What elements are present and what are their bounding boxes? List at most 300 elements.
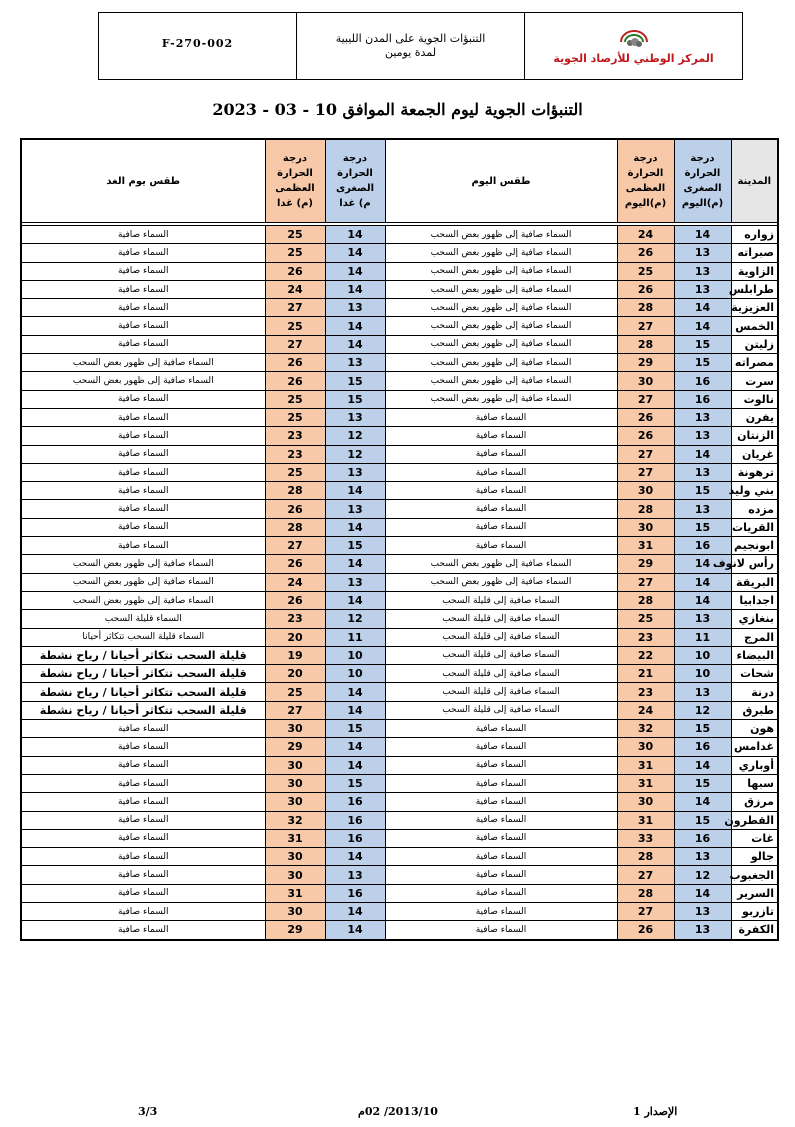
max-today-cell: 28 xyxy=(617,884,674,902)
weather-tomorrow-cell: السماء صافية xyxy=(21,866,265,884)
max-today-cell: 33 xyxy=(617,829,674,847)
min-tomorrow-cell: 14 xyxy=(325,848,385,866)
city-cell: مزده xyxy=(731,500,778,518)
max-tomorrow-cell: 31 xyxy=(265,884,325,902)
table-row xyxy=(21,445,778,463)
min-today-cell: 14 xyxy=(674,317,731,335)
max-tomorrow-cell: 26 xyxy=(265,591,325,609)
city-cell: الزاوية xyxy=(731,262,778,280)
max-today-cell: 23 xyxy=(617,628,674,646)
weather-tomorrow-cell: السماء صافية xyxy=(21,408,265,426)
title-line-2: لمدة يومين xyxy=(384,46,437,59)
min-today-cell: 13 xyxy=(674,262,731,280)
max-today-cell: 21 xyxy=(617,665,674,683)
col-header-city: المدينة xyxy=(731,139,778,223)
table-row xyxy=(21,372,778,390)
weather-tomorrow-cell: السماء صافية xyxy=(21,280,265,298)
table-row xyxy=(21,317,778,335)
max-tomorrow-cell: 27 xyxy=(265,537,325,555)
min-tomorrow-cell: 12 xyxy=(325,610,385,628)
weather-tomorrow-cell: السماء صافية xyxy=(21,756,265,774)
table-row xyxy=(21,244,778,262)
min-today-cell: 14 xyxy=(674,226,731,244)
weather-tomorrow-cell: السماء صافية xyxy=(21,482,265,500)
city-cell: غريان xyxy=(731,445,778,463)
table-header-row xyxy=(21,139,778,223)
min-today-cell: 10 xyxy=(674,665,731,683)
min-today-cell: 13 xyxy=(674,244,731,262)
min-tomorrow-cell: 13 xyxy=(325,866,385,884)
weather-tomorrow-cell: السماء صافية إلى ظهور بعض السحب xyxy=(21,372,265,390)
weather-tomorrow-cell: السماء صافية xyxy=(21,774,265,792)
min-today-cell: 15 xyxy=(674,354,731,372)
min-today-cell: 13 xyxy=(674,500,731,518)
max-today-cell: 32 xyxy=(617,720,674,738)
met-center-logo-icon xyxy=(617,28,651,50)
min-tomorrow-cell: 14 xyxy=(325,902,385,920)
col-header-min-today: درجة الحرارة الصغرى (م)اليوم xyxy=(674,139,731,223)
table-row xyxy=(21,756,778,774)
min-today-cell: 16 xyxy=(674,390,731,408)
max-tomorrow-cell: 30 xyxy=(265,720,325,738)
max-tomorrow-cell: 29 xyxy=(265,738,325,756)
min-today-cell: 10 xyxy=(674,646,731,664)
city-cell: البريقة xyxy=(731,573,778,591)
max-today-cell: 31 xyxy=(617,756,674,774)
min-tomorrow-cell: 16 xyxy=(325,884,385,902)
table-row xyxy=(21,537,778,555)
max-today-cell: 27 xyxy=(617,317,674,335)
organization-name: المركز الوطني للأرصاد الجوية xyxy=(553,51,714,65)
weather-tomorrow-cell: السماء صافية xyxy=(21,427,265,445)
min-today-cell: 14 xyxy=(674,299,731,317)
city-cell: درنة xyxy=(731,683,778,701)
weather-today-cell: السماء صافية xyxy=(385,793,617,811)
weather-tomorrow-cell: السماء صافية xyxy=(21,226,265,244)
min-tomorrow-cell: 14 xyxy=(325,738,385,756)
weather-today-cell: السماء صافية إلى ظهور بعض السحب xyxy=(385,262,617,280)
table-row xyxy=(21,573,778,591)
weather-today-cell: السماء صافية xyxy=(385,902,617,920)
min-tomorrow-cell: 15 xyxy=(325,774,385,792)
city-cell: شحات xyxy=(731,665,778,683)
max-today-cell: 26 xyxy=(617,408,674,426)
table-row xyxy=(21,793,778,811)
table-row xyxy=(21,591,778,609)
min-today-cell: 15 xyxy=(674,811,731,829)
weather-today-cell: السماء صافية إلى ظهور بعض السحب xyxy=(385,299,617,317)
min-tomorrow-cell: 16 xyxy=(325,793,385,811)
max-tomorrow-cell: 26 xyxy=(265,500,325,518)
weather-today-cell: السماء صافية xyxy=(385,482,617,500)
max-today-cell: 28 xyxy=(617,591,674,609)
min-today-cell: 16 xyxy=(674,537,731,555)
city-cell: العزيزية xyxy=(731,299,778,317)
max-today-cell: 31 xyxy=(617,774,674,792)
weather-tomorrow-cell: قليلة السحب تتكاثر أحيانا / رياح نشطة xyxy=(21,683,265,701)
city-cell: هون xyxy=(731,720,778,738)
min-tomorrow-cell: 10 xyxy=(325,646,385,664)
table-row xyxy=(21,280,778,298)
weather-today-cell: السماء صافية إلى ظهور بعض السحب xyxy=(385,555,617,573)
weather-today-cell: السماء صافية xyxy=(385,848,617,866)
max-tomorrow-cell: 27 xyxy=(265,701,325,719)
weather-today-cell: السماء صافية إلى ظهور بعض السحب xyxy=(385,244,617,262)
max-today-cell: 24 xyxy=(617,701,674,719)
weather-tomorrow-cell: السماء صافية xyxy=(21,317,265,335)
max-tomorrow-cell: 26 xyxy=(265,354,325,372)
weather-today-cell: السماء صافية xyxy=(385,445,617,463)
city-cell: نالوت xyxy=(731,390,778,408)
max-tomorrow-cell: 28 xyxy=(265,482,325,500)
min-tomorrow-cell: 14 xyxy=(325,756,385,774)
weather-tomorrow-cell: السماء صافية إلى ظهور بعض السحب xyxy=(21,555,265,573)
min-today-cell: 13 xyxy=(674,683,731,701)
max-today-cell: 30 xyxy=(617,372,674,390)
max-today-cell: 27 xyxy=(617,573,674,591)
city-cell: سبها xyxy=(731,774,778,792)
min-tomorrow-cell: 15 xyxy=(325,372,385,390)
city-cell: صبراته xyxy=(731,244,778,262)
max-tomorrow-cell: 25 xyxy=(265,317,325,335)
weather-today-cell: السماء صافية إلى قليلة السحب xyxy=(385,683,617,701)
max-tomorrow-cell: 25 xyxy=(265,226,325,244)
max-today-cell: 27 xyxy=(617,902,674,920)
weather-tomorrow-cell: السماء صافية xyxy=(21,811,265,829)
max-tomorrow-cell: 28 xyxy=(265,518,325,536)
max-tomorrow-cell: 32 xyxy=(265,811,325,829)
weather-today-cell: السماء صافية إلى قليلة السحب xyxy=(385,701,617,719)
table-row xyxy=(21,500,778,518)
issue-date: 2013/10/ 02م xyxy=(358,1105,438,1118)
weather-tomorrow-cell: السماء صافية xyxy=(21,299,265,317)
min-today-cell: 16 xyxy=(674,738,731,756)
city-cell: اجدابيا xyxy=(731,591,778,609)
weather-tomorrow-cell: السماء صافية xyxy=(21,537,265,555)
weather-tomorrow-cell: السماء صافية xyxy=(21,244,265,262)
weather-today-cell: السماء صافية xyxy=(385,537,617,555)
max-tomorrow-cell: 25 xyxy=(265,463,325,481)
weather-tomorrow-cell: السماء صافية إلى ظهور بعض السحب xyxy=(21,591,265,609)
min-tomorrow-cell: 14 xyxy=(325,518,385,536)
weather-today-cell: السماء صافية إلى قليلة السحب xyxy=(385,665,617,683)
min-today-cell: 13 xyxy=(674,610,731,628)
max-today-cell: 25 xyxy=(617,610,674,628)
min-today-cell: 14 xyxy=(674,573,731,591)
table-row xyxy=(21,354,778,372)
max-today-cell: 29 xyxy=(617,555,674,573)
table-row xyxy=(21,390,778,408)
max-tomorrow-cell: 19 xyxy=(265,646,325,664)
max-today-cell: 26 xyxy=(617,244,674,262)
max-today-cell: 30 xyxy=(617,518,674,536)
weather-today-cell: السماء صافية xyxy=(385,500,617,518)
weather-today-cell: السماء صافية xyxy=(385,866,617,884)
max-tomorrow-cell: 23 xyxy=(265,445,325,463)
city-cell: ابونجيم xyxy=(731,537,778,555)
weather-tomorrow-cell: السماء صافية إلى ظهور بعض السحب xyxy=(21,354,265,372)
city-cell: الخمس xyxy=(731,317,778,335)
weather-tomorrow-cell: قليلة السحب تتكاثر أحيانا / رياح نشطة xyxy=(21,646,265,664)
weather-tomorrow-cell: قليلة السحب تتكاثر أحيانا / رياح نشطة xyxy=(21,701,265,719)
min-tomorrow-cell: 14 xyxy=(325,921,385,940)
max-today-cell: 26 xyxy=(617,921,674,940)
min-tomorrow-cell: 13 xyxy=(325,573,385,591)
weather-today-cell: السماء صافية xyxy=(385,774,617,792)
max-tomorrow-cell: 25 xyxy=(265,683,325,701)
weather-tomorrow-cell: السماء صافية xyxy=(21,500,265,518)
min-tomorrow-cell: 12 xyxy=(325,445,385,463)
weather-today-cell: السماء صافية xyxy=(385,408,617,426)
weather-today-cell: السماء صافية xyxy=(385,756,617,774)
title-line-1: التنبؤات الجوية على المدن الليبية xyxy=(335,32,486,45)
min-tomorrow-cell: 14 xyxy=(325,317,385,335)
weather-tomorrow-cell: السماء قليلة السحب xyxy=(21,610,265,628)
max-tomorrow-cell: 30 xyxy=(265,902,325,920)
table-row xyxy=(21,848,778,866)
min-today-cell: 14 xyxy=(674,756,731,774)
weather-today-cell: السماء صافية xyxy=(385,427,617,445)
weather-today-cell: السماء صافية إلى ظهور بعض السحب xyxy=(385,390,617,408)
min-tomorrow-cell: 13 xyxy=(325,500,385,518)
organization-block xyxy=(524,13,742,79)
weather-tomorrow-cell: السماء صافية إلى ظهور بعض السحب xyxy=(21,573,265,591)
max-tomorrow-cell: 20 xyxy=(265,665,325,683)
max-today-cell: 26 xyxy=(617,280,674,298)
min-today-cell: 15 xyxy=(674,720,731,738)
city-cell: غدامس xyxy=(731,738,778,756)
min-today-cell: 12 xyxy=(674,701,731,719)
max-tomorrow-cell: 24 xyxy=(265,573,325,591)
weather-tomorrow-cell: السماء صافية xyxy=(21,884,265,902)
max-today-cell: 31 xyxy=(617,811,674,829)
forecast-table xyxy=(20,138,779,941)
city-cell: الزنتان xyxy=(731,427,778,445)
max-today-cell: 30 xyxy=(617,482,674,500)
max-today-cell: 27 xyxy=(617,866,674,884)
min-today-cell: 12 xyxy=(674,866,731,884)
min-today-cell: 13 xyxy=(674,848,731,866)
min-tomorrow-cell: 16 xyxy=(325,829,385,847)
table-row xyxy=(21,811,778,829)
weather-today-cell: السماء صافية إلى قليلة السحب xyxy=(385,591,617,609)
max-today-cell: 28 xyxy=(617,848,674,866)
weather-today-cell: السماء صافية إلى ظهور بعض السحب xyxy=(385,573,617,591)
min-tomorrow-cell: 14 xyxy=(325,244,385,262)
table-row xyxy=(21,665,778,683)
min-today-cell: 16 xyxy=(674,829,731,847)
min-tomorrow-cell: 14 xyxy=(325,280,385,298)
table-row xyxy=(21,866,778,884)
weather-today-cell: السماء صافية xyxy=(385,829,617,847)
weather-tomorrow-cell: السماء صافية xyxy=(21,390,265,408)
page-title: التنبؤات الجوية ليوم الجمعة الموافق 10 - 03 - 2023 xyxy=(212,100,583,119)
max-tomorrow-cell: 30 xyxy=(265,848,325,866)
min-tomorrow-cell: 12 xyxy=(325,427,385,445)
max-tomorrow-cell: 24 xyxy=(265,280,325,298)
weather-tomorrow-cell: السماء قليلة السحب تتكاثر أحيانا xyxy=(21,628,265,646)
city-cell: جالو xyxy=(731,848,778,866)
min-today-cell: 15 xyxy=(674,482,731,500)
min-tomorrow-cell: 14 xyxy=(325,335,385,353)
max-tomorrow-cell: 23 xyxy=(265,427,325,445)
min-tomorrow-cell: 13 xyxy=(325,354,385,372)
table-row xyxy=(21,482,778,500)
max-tomorrow-cell: 25 xyxy=(265,244,325,262)
document-header xyxy=(98,12,743,80)
table-row xyxy=(21,902,778,920)
city-cell: رأس لانوف xyxy=(731,555,778,573)
weather-today-cell: السماء صافية xyxy=(385,463,617,481)
city-cell: مصراته xyxy=(731,354,778,372)
table-row xyxy=(21,628,778,646)
min-today-cell: 13 xyxy=(674,921,731,940)
min-today-cell: 13 xyxy=(674,427,731,445)
table-row xyxy=(21,738,778,756)
weather-tomorrow-cell: السماء صافية xyxy=(21,262,265,280)
max-today-cell: 22 xyxy=(617,646,674,664)
max-tomorrow-cell: 30 xyxy=(265,756,325,774)
max-tomorrow-cell: 26 xyxy=(265,372,325,390)
max-today-cell: 31 xyxy=(617,537,674,555)
min-today-cell: 13 xyxy=(674,408,731,426)
table-row xyxy=(21,829,778,847)
max-today-cell: 24 xyxy=(617,226,674,244)
weather-tomorrow-cell: السماء صافية xyxy=(21,445,265,463)
city-cell: القطرون xyxy=(731,811,778,829)
min-tomorrow-cell: 14 xyxy=(325,555,385,573)
max-today-cell: 26 xyxy=(617,427,674,445)
city-cell: مرزق xyxy=(731,793,778,811)
page-number: 3/3 xyxy=(138,1105,158,1118)
table-row xyxy=(21,610,778,628)
weather-today-cell: السماء صافية إلى ظهور بعض السحب xyxy=(385,354,617,372)
weather-tomorrow-cell: السماء صافية xyxy=(21,518,265,536)
min-tomorrow-cell: 14 xyxy=(325,701,385,719)
max-tomorrow-cell: 26 xyxy=(265,262,325,280)
min-today-cell: 14 xyxy=(674,884,731,902)
min-tomorrow-cell: 14 xyxy=(325,226,385,244)
table-row xyxy=(21,884,778,902)
weather-tomorrow-cell: السماء صافية xyxy=(21,793,265,811)
col-header-weather-today: طقس اليوم xyxy=(385,139,617,223)
table-row xyxy=(21,921,778,940)
weather-today-cell: السماء صافية إلى قليلة السحب xyxy=(385,646,617,664)
weather-tomorrow-cell: السماء صافية xyxy=(21,848,265,866)
city-cell: زواره xyxy=(731,226,778,244)
max-today-cell: 28 xyxy=(617,500,674,518)
min-tomorrow-cell: 15 xyxy=(325,537,385,555)
issue-number: الإصدار 1 xyxy=(633,1105,678,1118)
form-code: F-270-002 xyxy=(161,37,234,50)
table-row xyxy=(21,427,778,445)
min-tomorrow-cell: 11 xyxy=(325,628,385,646)
min-today-cell: 14 xyxy=(674,591,731,609)
table-row xyxy=(21,299,778,317)
max-tomorrow-cell: 27 xyxy=(265,335,325,353)
max-tomorrow-cell: 20 xyxy=(265,628,325,646)
city-cell: بنغازي xyxy=(731,610,778,628)
city-cell: طرابلس xyxy=(731,280,778,298)
max-today-cell: 27 xyxy=(617,463,674,481)
table-row xyxy=(21,226,778,244)
weather-today-cell: السماء صافية إلى قليلة السحب xyxy=(385,610,617,628)
min-today-cell: 13 xyxy=(674,463,731,481)
min-today-cell: 14 xyxy=(674,555,731,573)
max-tomorrow-cell: 30 xyxy=(265,774,325,792)
min-tomorrow-cell: 16 xyxy=(325,811,385,829)
col-header-max-today: درجة الحرارة العظمى (م)اليوم xyxy=(617,139,674,223)
max-today-cell: 30 xyxy=(617,738,674,756)
table-row xyxy=(21,335,778,353)
weather-today-cell: السماء صافية إلى ظهور بعض السحب xyxy=(385,226,617,244)
min-tomorrow-cell: 13 xyxy=(325,463,385,481)
table-row xyxy=(21,646,778,664)
max-tomorrow-cell: 29 xyxy=(265,921,325,940)
min-tomorrow-cell: 14 xyxy=(325,591,385,609)
min-tomorrow-cell: 14 xyxy=(325,683,385,701)
max-today-cell: 25 xyxy=(617,262,674,280)
col-header-max-tomorrow: درجة الحرارة العظمى (م) غدا xyxy=(265,139,325,223)
max-tomorrow-cell: 23 xyxy=(265,610,325,628)
min-today-cell: 15 xyxy=(674,335,731,353)
city-cell: المرج xyxy=(731,628,778,646)
weather-today-cell: السماء صافية إلى ظهور بعض السحب xyxy=(385,372,617,390)
max-today-cell: 23 xyxy=(617,683,674,701)
weather-today-cell: السماء صافية xyxy=(385,518,617,536)
document-title xyxy=(296,13,524,79)
min-tomorrow-cell: 15 xyxy=(325,390,385,408)
min-today-cell: 11 xyxy=(674,628,731,646)
weather-tomorrow-cell: السماء صافية xyxy=(21,720,265,738)
max-tomorrow-cell: 31 xyxy=(265,829,325,847)
max-tomorrow-cell: 25 xyxy=(265,408,325,426)
table-row xyxy=(21,408,778,426)
city-cell: أوباري xyxy=(731,756,778,774)
table-row xyxy=(21,262,778,280)
max-today-cell: 30 xyxy=(617,793,674,811)
weather-tomorrow-cell: السماء صافية xyxy=(21,921,265,940)
city-cell: السرير xyxy=(731,884,778,902)
table-row xyxy=(21,683,778,701)
max-today-cell: 28 xyxy=(617,299,674,317)
city-cell: طبرق xyxy=(731,701,778,719)
weather-today-cell: السماء صافية إلى ظهور بعض السحب xyxy=(385,335,617,353)
min-tomorrow-cell: 10 xyxy=(325,665,385,683)
weather-tomorrow-cell: قليلة السحب تتكاثر أحيانا / رياح نشطة xyxy=(21,665,265,683)
city-cell: الكفرة xyxy=(731,921,778,940)
table-row xyxy=(21,701,778,719)
table-row xyxy=(21,518,778,536)
table-row xyxy=(21,720,778,738)
city-cell: القريات xyxy=(731,518,778,536)
city-cell: زليتن xyxy=(731,335,778,353)
city-cell: الجغبوب xyxy=(731,866,778,884)
min-tomorrow-cell: 13 xyxy=(325,299,385,317)
city-cell: يفرن xyxy=(731,408,778,426)
table-row xyxy=(21,463,778,481)
min-today-cell: 14 xyxy=(674,793,731,811)
weather-tomorrow-cell: السماء صافية xyxy=(21,463,265,481)
min-today-cell: 14 xyxy=(674,445,731,463)
max-today-cell: 27 xyxy=(617,390,674,408)
weather-today-cell: السماء صافية xyxy=(385,811,617,829)
max-tomorrow-cell: 30 xyxy=(265,793,325,811)
weather-today-cell: السماء صافية xyxy=(385,921,617,940)
max-tomorrow-cell: 25 xyxy=(265,390,325,408)
max-today-cell: 29 xyxy=(617,354,674,372)
weather-tomorrow-cell: السماء صافية xyxy=(21,335,265,353)
